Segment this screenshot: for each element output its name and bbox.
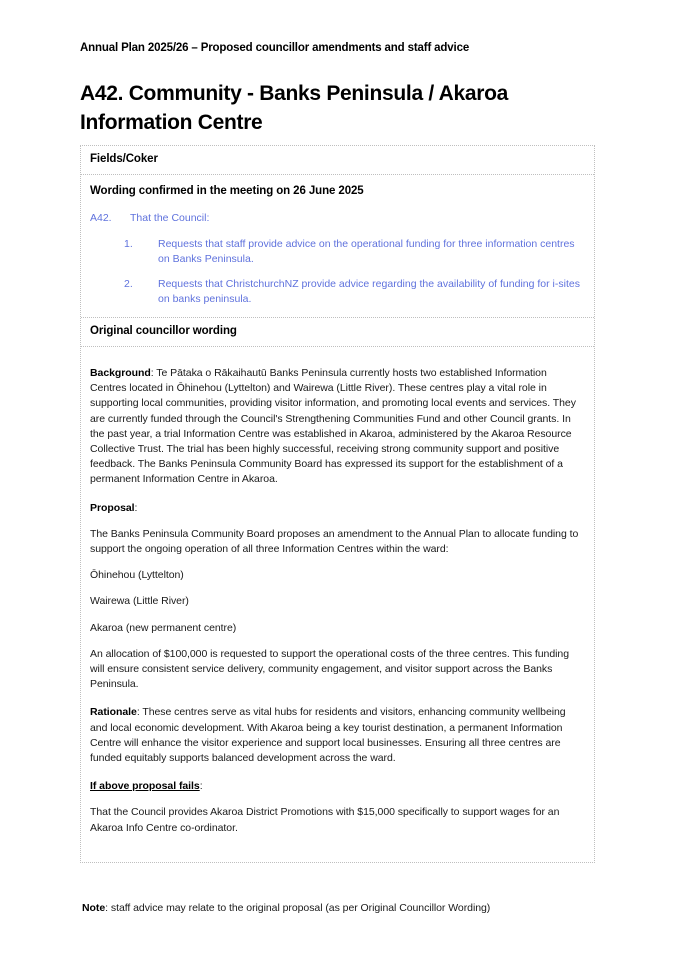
resolution-lead-row [90, 211, 585, 226]
fallback-colon: : [199, 780, 203, 793]
resolution-item-number: 1. [124, 238, 133, 250]
amendment-table [80, 145, 595, 863]
resolution-item-text: Requests that staff provide advice on the operational funding for three information centres on Banks Peninsula. [158, 238, 575, 265]
background-label: Background [90, 367, 151, 379]
fallback-heading [90, 779, 585, 794]
footer-note-text: : staff advice may relate to the original proposal (as per Original Councillor Wording) [105, 902, 491, 914]
footer-note [82, 901, 490, 916]
proposal-intro: The Banks Peninsula Community Board proposes an amendment to the Annual Plan to allocate funding to support the ongoing operation of all three Information Centres within the ward: [90, 527, 579, 556]
confirmed-wording-heading: Wording confirmed in the meeting on 26 June 2025 [90, 185, 364, 197]
footer-note-label: Note [82, 902, 106, 914]
rationale-text: : These centres serve as vital hubs for residents and visitors, enhancing community wellbeing and local economic development. With Akaroa being a key tourist destination, a permanent Information Centre will enhance the visitor experience and support local businesses. Ensuring all three centres are funded equitably supports balanced development across the ward. [90, 706, 566, 765]
page-title: A42. Community - Banks Peninsula / Akaroa Information Centre [80, 82, 509, 134]
centre-item-little-river: Wairewa (Little River) [90, 595, 189, 608]
councillors-cell: Fields/Coker [81, 146, 594, 175]
proposal-colon: : [134, 501, 138, 514]
rationale-paragraph [90, 705, 585, 766]
original-wording-body [81, 347, 594, 862]
fallback-label: If above proposal fails [90, 780, 200, 793]
proposal-label: Proposal [90, 501, 135, 514]
allocation-paragraph: An allocation of $100,000 is requested to support the operational costs of the three centres. This funding will ensure consistent service delivery, community engagement, and visitor support across the Banks Peninsula. [90, 647, 569, 691]
resolution-item-number: 2. [124, 278, 133, 290]
resolution-ref: A42. [90, 212, 112, 224]
resolution-item [90, 277, 585, 307]
resolution-item-text: Requests that ChristchurchNZ provide advice regarding the availability of funding for i-sites on banks peninsula. [158, 278, 580, 305]
resolution-item [90, 237, 585, 267]
fallback-text: That the Council provides Akaroa District Promotions with $15,000 specifically to support wages for an Akaroa Info Centre co-ordinator. [90, 806, 560, 834]
confirmed-wording-cell [81, 175, 594, 318]
centre-item-lyttelton: Ōhinehou (Lyttelton) [90, 569, 184, 582]
original-wording-heading: Original councillor wording [81, 318, 594, 347]
background-text: : Te Pātaka o Rākaihautū Banks Peninsula currently hosts two established Information Centres located in Ōhinehou (Lyttelton) and Wairewa (Little River). These centres play a vital role in supporting local communities, providing visitor information, and promoting local events and services. They are currently funded through the Council's Strengthening Communities Fund and other Council grants. In the past year, a trial Information Centre was established in Akaroa, administered by the Akaroa Resource Collective Trust. The trial has been highly successful, receiving strong community support and positive feedback. The Banks Peninsula Community Board has expressed its support for the establishment of a permanent Information Centre in Akaroa. [90, 367, 576, 486]
rationale-label: Rationale [90, 706, 137, 719]
running-header: Annual Plan 2025/26 – Proposed councillor amendments and staff advice [80, 42, 470, 54]
centre-item-akaroa: Akaroa (new permanent centre) [90, 621, 237, 634]
proposal-heading [90, 501, 585, 516]
resolution-lead-text: That the Council: [130, 212, 210, 224]
background-paragraph [90, 366, 585, 488]
